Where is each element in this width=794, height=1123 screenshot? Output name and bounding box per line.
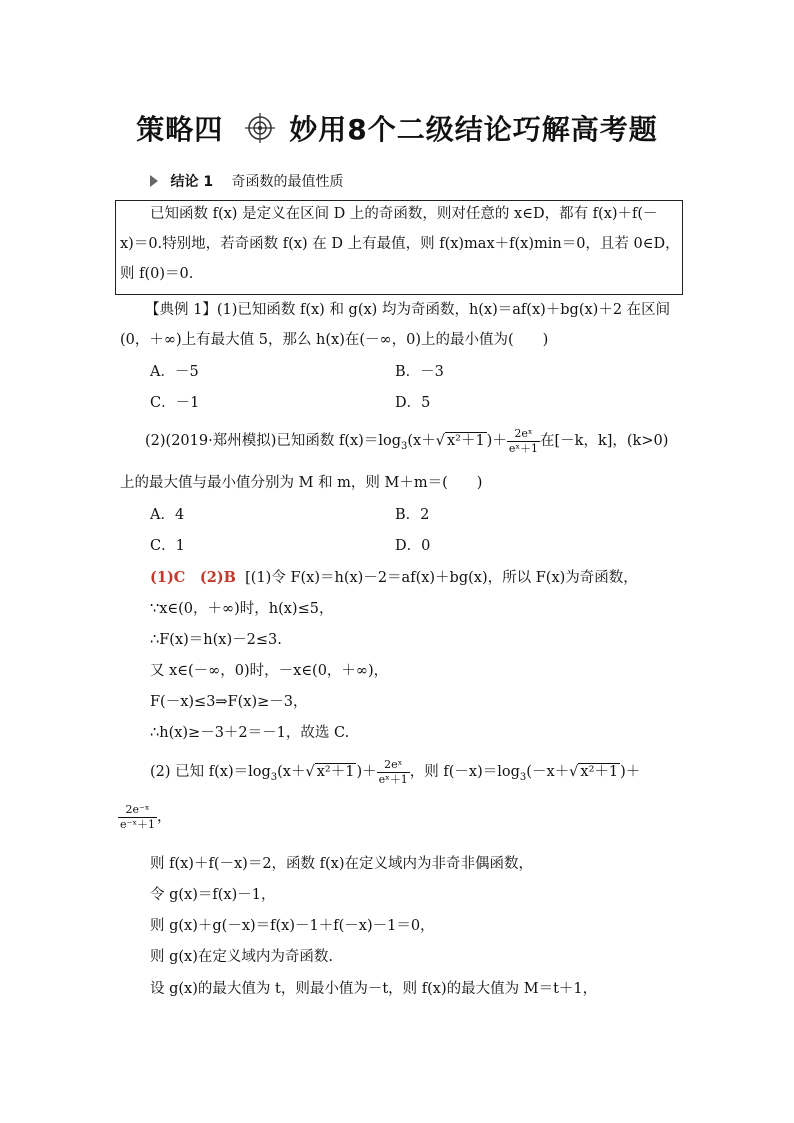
solution-line-2: ∵x∈(0，＋∞)时，h(x)≤5， (150, 601, 334, 617)
p2-sqrt-2: x²＋1 (580, 764, 619, 780)
solution-p2-line2 (118, 800, 171, 834)
solution-p2-line1: (2) 已知 $f(x)=\log_3(x+√$ x²＋1 )＋ $\frac{\text{2eˣ}}{\text{eˣ＋1}}$ ，则 $f(-x)=\log_3(-x+√$ x²＋1 )＋ (150, 757, 641, 786)
q2-frac-den: eˣ＋1 (508, 441, 539, 455)
p2-base-2: 3 (519, 771, 527, 783)
conclusion-header (150, 171, 344, 191)
p2-g: ， (156, 809, 172, 825)
crosshair-icon (245, 113, 275, 143)
example1-q2-line1: (2)(2019·郑州模拟)已知函数 $f(x)=\log_3(x+√$ x²＋1 )＋ $\frac{\text{2eˣ}}{\text{eˣ＋1}}$ 在[－k，k]，(k>0) (145, 426, 669, 455)
solution-line-1 (150, 563, 638, 593)
q2-option-b: B．2 (395, 507, 430, 523)
p2-frac2-den: e⁻ˣ＋1 (120, 817, 155, 831)
solution-line-3: ∴F(x)＝h(x)－2≤3. (150, 632, 282, 648)
conclusion-line-3: 则 f(0)＝0. (120, 266, 194, 282)
q2-sqrt: x²＋1 (446, 433, 485, 449)
q2-option-d: D．0 (395, 538, 431, 554)
conclusion-line-2: x)＝0.特别地，若奇函数 f(x) 在 D 上有最值，则 f(x)max＋f(x)min＝0，且若 0∈D， (120, 236, 680, 252)
p2-c: )＋ (356, 764, 377, 780)
solution-line-4: 又 x∈(－∞，0)时，－x∈(0，＋∞)， (150, 663, 389, 679)
q2-log-base: 3 (400, 440, 408, 452)
p2-e: (－x＋ (526, 764, 570, 780)
p2-f: )＋ (620, 764, 641, 780)
solution-line-6: ∴h(x)≥－3＋2＝－1，故选 C. (150, 725, 350, 741)
solution-p2-line5: 则 g(x)＋g(－x)＝f(x)－1＋f(－x)－1＝0， (150, 918, 435, 934)
p2-a: (2) 已知 f(x)＝log (150, 764, 271, 780)
conclusion-line-1: 已知函数 f(x) 是定义在区间 D 上的奇函数，则对任意的 x∈D，都有 f(x)＋f(－ (150, 206, 658, 222)
title-right: 妙用8个二级结论巧解高考题 (289, 113, 658, 146)
solution-p2-line6: 则 g(x)在定义域内为奇函数. (150, 949, 333, 965)
p2-frac-den: eˣ＋1 (378, 772, 408, 786)
solution-p2-line7: 设 g(x)的最大值为 t，则最小值为－t，则 f(x)的最大值为 M＝t＋1， (150, 981, 598, 997)
q2-fraction (507, 427, 540, 456)
example1-q1-line2: (0，＋∞)上有最大值 5，那么 h(x)在(－∞，0)上的最小值为( ) (120, 332, 549, 348)
q1-option-a: A．－5 (150, 364, 199, 380)
triangle-icon (150, 175, 158, 187)
q2-frac-num: 2eˣ (507, 427, 540, 442)
solution-answers: (1)C (2)B (150, 569, 236, 586)
q2-tail: 在[－k，k]，(k>0) (540, 433, 669, 449)
p2-sqrt: x²＋1 (316, 764, 355, 780)
q1-option-c: C．－1 (150, 395, 200, 411)
q2-after: )＋ (486, 433, 507, 449)
page-title (0, 108, 794, 148)
q2-option-c: C．1 (150, 538, 185, 554)
conclusion-label: 结论 1 (170, 174, 214, 190)
title-left: 策略四 (136, 113, 224, 146)
p2-frac-num: 2eˣ (377, 758, 410, 773)
solution-p2-line4: 令 g(x)＝f(x)－1， (150, 887, 276, 903)
q2-prefix: (2)(2019·郑州模拟)已知函数 f(x)＝log (145, 433, 401, 449)
p2-d: ，则 f(－x)＝log (409, 764, 520, 780)
solution-line-5: F(－x)≤3⇒F(x)≥－3， (150, 694, 308, 710)
solution-text-1: [(1)令 F(x)＝h(x)－2＝af(x)＋bg(x)，所以 F(x)为奇函数， (245, 570, 638, 586)
p2-fraction-2 (118, 803, 157, 832)
p2-fraction (377, 758, 410, 787)
solution-p2-line3: 则 f(x)＋f(－x)＝2，函数 f(x)在定义域内为非奇非偶函数， (150, 856, 534, 872)
p2-frac2-num: 2e⁻ˣ (118, 803, 157, 818)
q2-option-a: A．4 (150, 507, 185, 523)
q1-option-b: B．－3 (395, 364, 444, 380)
example1-q2-line2: 上的最大值与最小值分别为 M 和 m，则 M＋m＝( ) (120, 475, 483, 491)
p2-base: 3 (270, 771, 278, 783)
example1-q1-line1: 【典例 1】(1)已知函数 f(x) 和 g(x) 均为奇函数，h(x)＝af(x)＋bg(x)＋2 在区间 (145, 302, 671, 318)
q2-mid: (x＋ (407, 433, 436, 449)
conclusion-name: 奇函数的最值性质 (231, 174, 344, 190)
p2-b: (x＋ (277, 764, 306, 780)
q1-option-d: D．5 (395, 395, 431, 411)
